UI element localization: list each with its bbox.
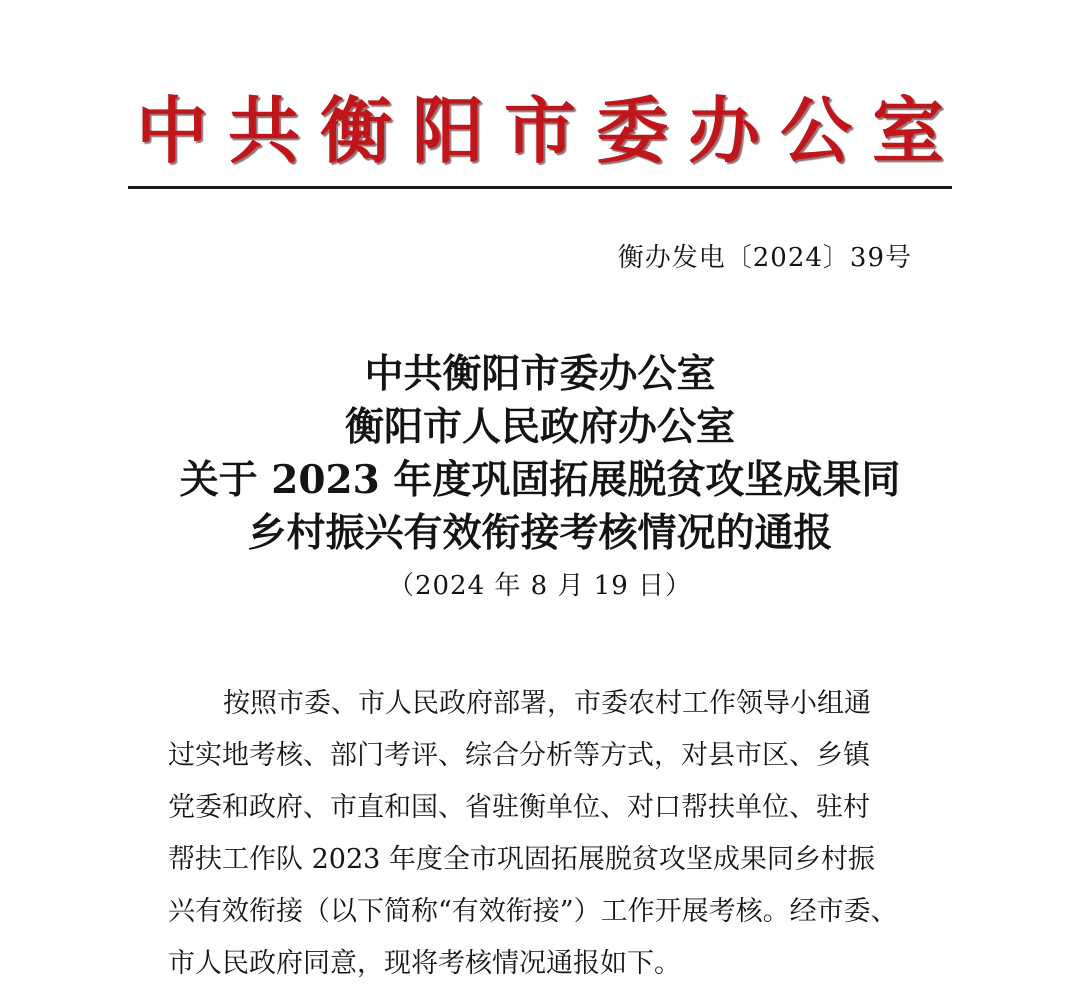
body-line-4: 帮扶工作队 2023 年度全市巩固拓展脱贫攻坚成果同乡村振 <box>168 844 875 875</box>
masthead-title: 中共衡阳市委办公室 <box>135 88 964 173</box>
title-line-2: 衡阳市人民政府办公室 <box>344 404 735 450</box>
body-line-6: 市人民政府同意，现将考核情况通报如下。 <box>168 948 681 979</box>
body-line-3: 党委和政府、市直和国、省驻衡单位、对口帮扶单位、驻村 <box>168 792 870 823</box>
title-line-3: 关于 2023 年度巩固拓展脱贫攻坚成果同 <box>179 457 901 503</box>
notice-title <box>0 348 1080 560</box>
body-paragraph <box>168 678 920 990</box>
body-line-2: 过实地考核、部门考评、综合分析等方式，对县市区、乡镇 <box>168 740 870 771</box>
document-number: 衡办发电〔2024〕39号 <box>617 243 912 273</box>
body-line-5: 兴有效衔接（以下简称“有效衔接”）工作开展考核。经市委、 <box>168 896 898 927</box>
issue-date: （2024 年 8 月 19 日） <box>387 571 693 601</box>
title-line-1: 中共衡阳市委办公室 <box>364 351 716 397</box>
masthead-rule <box>128 186 952 189</box>
body-line-1: 按照市委、市人民政府部署，市委农村工作领导小组通 <box>223 688 871 719</box>
title-line-4: 乡村振兴有效衔接考核情况的通报 <box>247 510 833 556</box>
